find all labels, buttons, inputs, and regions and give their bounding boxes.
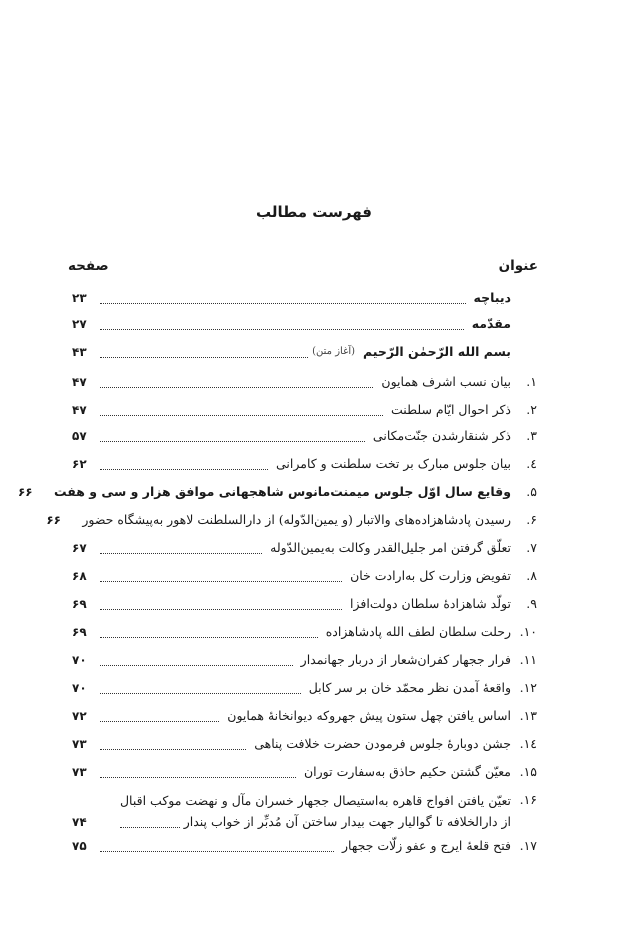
- entry-title: بیان جلوس مبارک بر تخت سلطنت و کامرانی: [275, 456, 511, 471]
- toc-entry: [72, 454, 537, 474]
- entry-number: ۱۱.: [519, 652, 537, 667]
- entry-number: ۵.: [526, 484, 537, 499]
- entry-title: وقایع سال اوّل جلوس میمنت‌مانوس شاهجهانی موافق هزار و سی و هفت: [53, 484, 511, 499]
- entry-page-number: ۷۰: [72, 653, 87, 667]
- entry-title: ذکر احوال ایّام سلطنت: [391, 402, 511, 417]
- entry-page-number: ۶۷: [72, 541, 87, 555]
- entry-page-number: ۶۲: [72, 457, 87, 471]
- dot-leader: [100, 414, 383, 416]
- entry-page-number: ۷۰: [72, 681, 87, 695]
- column-title-label: عنوان: [498, 258, 538, 274]
- dot-leader: [100, 580, 342, 582]
- toc-entry: [72, 426, 537, 446]
- entry-page-number: ۷۲: [72, 709, 87, 723]
- entry-title: رسیدن پادشاهزاده‌های والاتبار (و یمین‌الدّوله) از دارالسلطنت لاهور به‌پیشگاه حضور: [82, 512, 511, 527]
- toc-entry: [72, 566, 537, 586]
- entry-title: تعیّن یافتن افواج قاهره به‌استیصال ججهار خسران مآل و نهضت موکب اقبال: [119, 793, 511, 808]
- entry-title: جشن دوبارهٔ جلوس فرمودن حضرت خلافت پناهی: [254, 736, 511, 751]
- entry-title: تعلّق گرفتن امر جلیل‌القدر وکالت به‌یمین‌الدّوله: [270, 540, 511, 555]
- toc-entry: [72, 622, 537, 642]
- dot-leader: [100, 552, 262, 554]
- entry-page-number: ۲۷: [72, 317, 87, 331]
- entry-title: بیان نسب اشرف همایون: [381, 374, 511, 389]
- toc-entry: [72, 400, 537, 420]
- entry-page-number: ۵۷: [72, 429, 87, 443]
- page-title: فهرست مطالب: [256, 203, 372, 221]
- dot-leader: [100, 468, 268, 470]
- entry-title: تفویض وزارت کل به‌ارادت خان: [350, 568, 511, 583]
- dot-leader: [100, 356, 308, 358]
- entry-page-number: ۶۶: [17, 485, 33, 499]
- entry-title: بسم الله الرّحمٰن الرّحیم: [363, 344, 511, 359]
- entry-number: ۳.: [526, 428, 537, 443]
- entry-title: فتح قلعهٔ ایرج و عفو زلّات ججهار: [341, 838, 511, 853]
- entry-page-number: ۷۴: [72, 815, 87, 829]
- toc-entry: [46, 510, 537, 530]
- toc-entry: [72, 678, 537, 698]
- entry-number: ٤.: [526, 456, 537, 471]
- toc-entry: [72, 372, 537, 392]
- dot-leader: [100, 692, 301, 694]
- entry-page-number: ۶۹: [72, 597, 87, 611]
- toc-entry: [72, 538, 537, 558]
- entry-title: اساس یافتن چهل ستون پیش جهروکه دیوانخانهٔ همایون: [227, 708, 511, 723]
- entry-page-number: ۷۳: [72, 737, 87, 751]
- dot-leader: [100, 440, 365, 442]
- entry-title: فرار ججهار کفران‌شعار از دربار جهانمدار: [300, 652, 511, 667]
- toc-entry: [72, 790, 537, 830]
- entry-number: ۷.: [526, 540, 537, 555]
- toc-entry: [72, 314, 537, 334]
- entry-page-number: ۴۷: [72, 375, 87, 389]
- dot-leader: [100, 636, 318, 638]
- toc-entry: [72, 762, 537, 782]
- dot-leader: [100, 302, 466, 304]
- dot-leader: [100, 748, 246, 750]
- entry-title: رحلت سلطان لطف الله پادشاهزاده: [325, 624, 511, 639]
- entry-title: دیباچه: [473, 290, 511, 305]
- dot-leader: [100, 850, 334, 852]
- entry-number: ۱۲.: [519, 680, 537, 695]
- entry-page-number: ۴۳: [72, 345, 87, 359]
- entry-title: مقدّمه: [471, 316, 511, 331]
- entry-number: ۱.: [526, 374, 537, 389]
- entry-page-number: ۶۹: [72, 625, 87, 639]
- entry-note: (آغاز متن): [312, 346, 355, 357]
- dot-leader: [100, 328, 464, 330]
- toc-entry: [72, 706, 537, 726]
- entry-title: معیّن گشتن حکیم حاذق به‌سفارت توران: [303, 764, 511, 779]
- toc-entry: [72, 836, 537, 856]
- entry-title: ذکر شنقارشدن جنّت‌مکانی: [372, 428, 511, 443]
- dot-leader: [100, 720, 219, 722]
- entry-page-number: ۶۶: [46, 513, 61, 527]
- entry-number: ۱۷.: [519, 838, 537, 853]
- entry-title: واقعهٔ آمدن نظر محمّد خان بر سر کابل: [308, 680, 511, 695]
- column-page-label: صفحه: [68, 258, 109, 274]
- entry-number: ۱۳.: [519, 708, 537, 723]
- entry-number: ۱۵.: [519, 764, 537, 779]
- entry-page-number: ۴۷: [72, 403, 87, 417]
- entry-title-continued: از دارالخلافه تا گوالیار جهت بیدار ساختن آن مُدبِّر از خواب پندار: [183, 814, 511, 829]
- entry-page-number: ۷۵: [72, 839, 87, 853]
- toc-entry: [72, 734, 537, 754]
- dot-leader: [100, 776, 296, 778]
- entry-page-number: ۲۳: [72, 291, 87, 305]
- entry-number: ۲.: [526, 402, 537, 417]
- dot-leader: [100, 608, 342, 610]
- entry-number: ۱۶.: [519, 792, 537, 807]
- entry-number: ۱۰.: [519, 624, 537, 639]
- entry-title: تولّد شاهزادهٔ سلطان دولت‌افزا: [350, 596, 511, 611]
- dot-leader: [100, 386, 373, 388]
- entry-page-number: ۷۳: [72, 765, 87, 779]
- toc-entry: [17, 482, 537, 502]
- entry-number: ۱٤.: [519, 736, 537, 751]
- entry-number: ۸.: [526, 568, 537, 583]
- toc-entry: [72, 650, 537, 670]
- dot-leader: [120, 826, 180, 828]
- toc-entry: [72, 288, 537, 308]
- entry-number: ۶.: [526, 512, 537, 527]
- dot-leader: [100, 664, 293, 666]
- entry-number: ۹.: [526, 596, 537, 611]
- toc-entry: [72, 342, 537, 362]
- entry-page-number: ۶۸: [72, 569, 87, 583]
- toc-entry: [72, 594, 537, 614]
